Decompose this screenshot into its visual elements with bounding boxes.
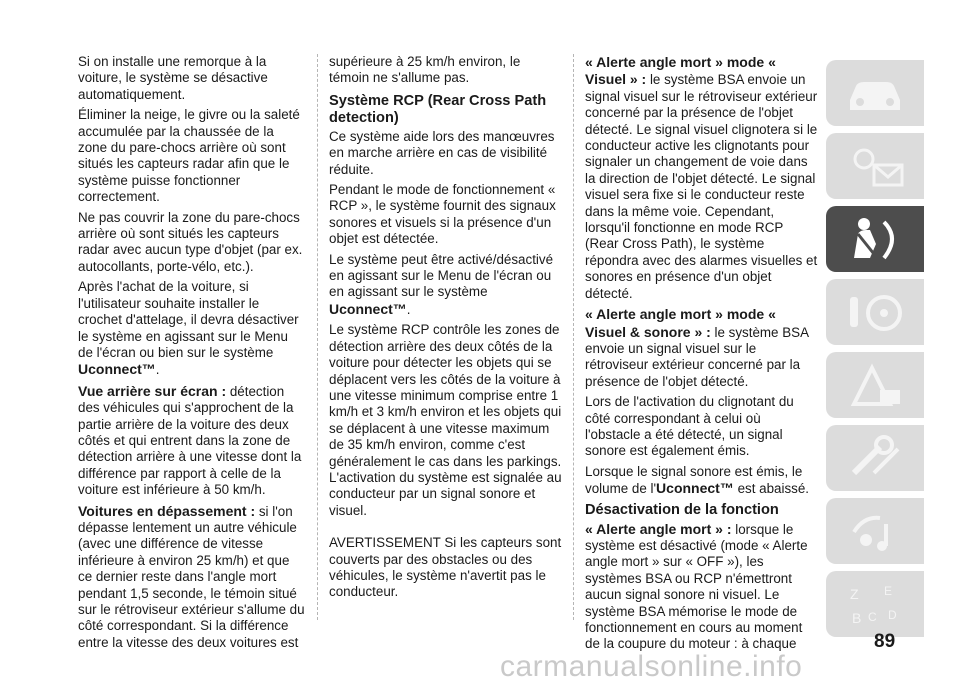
uconnect-brand: Uconnect™ <box>656 480 734 497</box>
text-column-2 <box>329 54 563 605</box>
term-visual-mode: « Alerte angle mort » mode « Visuel » : <box>585 54 776 88</box>
tab-safety[interactable] <box>826 206 924 272</box>
paragraph: Lors de l'activation du clignotant du côté correspondant à celui où l'obstacle a été détecté, un signal sonore est également émis. <box>585 394 794 459</box>
uconnect-brand: Uconnect™ <box>78 361 156 378</box>
seatbelt-airbag-icon <box>840 214 910 264</box>
paragraph <box>585 306 819 390</box>
punctuation: . <box>406 301 411 317</box>
svg-text:E: E <box>884 584 893 598</box>
term-visual-sound-mode: « Alerte angle mort » mode « Visuel & sonore » : <box>585 306 776 340</box>
svg-text:C: C <box>868 610 877 624</box>
paragraph <box>585 54 819 302</box>
tab-emergency[interactable] <box>826 352 924 418</box>
column-divider <box>317 54 318 620</box>
paragraph-text: lorsque le système est désactivé (mode « Alerte angle mort » sur « OFF »), les systèmes BSA ou RCP n'émettront aucun signal sonore ni visuel. Le système BSA mémorise le mode de fonctionnement en cours au moment de la coupure du moteur : à chaque <box>585 521 808 652</box>
tab-starting[interactable] <box>826 279 924 345</box>
paragraph <box>78 503 306 652</box>
service-tools-icon <box>840 433 910 483</box>
multimedia-icon <box>840 506 910 556</box>
paragraph-text: détection des véhicules qui s'approchent de la partie arrière de la voiture des deux côtés et qui entrent dans la zone de détection arrière à une vitesse dont la différence par rapport à celle de la voiture est inférieure à 50 km/h. <box>78 383 302 498</box>
paragraph <box>585 464 819 498</box>
tab-maintenance[interactable] <box>826 425 924 491</box>
watermark: carmanualsonline.info <box>500 650 803 683</box>
paragraph: Éliminer la neige, le givre ou la saleté accumulée par la chaussée de la zone du pare-chocs arrière où sont situés les capteurs radar afin que le système puisse fonctionner correctement. <box>78 107 300 205</box>
svg-text:D: D <box>888 608 897 622</box>
paragraph-text: Après l'achat de la voiture, si l'utilisateur souhaite installer le crochet d'attelage, il devra désactiver le système en agissant sur le Menu de l'écran ou bien sur le système <box>78 279 299 360</box>
tab-index[interactable] <box>826 571 924 637</box>
term-rear-view: Vue arrière sur écran : <box>78 382 227 399</box>
paragraph: supérieure à 25 km/h environ, le témoin ne s'allume pas. <box>329 54 521 86</box>
paragraph: Pendant le mode de fonctionnement « RCP », le système fournit des signaux sonores et visuels si la présence d'un objet est détectée. <box>329 182 556 247</box>
chapter-tabs <box>826 60 924 644</box>
paragraph: Ne pas couvrir la zone du pare-chocs arrière où sont situés les capteurs radar avec aucun type d'objet (par ex. autocollants, porte-vélo, etc.). <box>78 209 303 274</box>
paragraph <box>78 383 306 499</box>
alphabet-index-icon <box>840 579 910 629</box>
paragraph <box>329 252 563 319</box>
term-blind-spot: « Alerte angle mort » : <box>585 520 732 537</box>
paragraph-text: si l'on dépasse lentement un autre véhicule (avec une différence de vitesse inférieure à environ 25 km/h) et que ce dernier reste dans l'angle mort pendant 1,5 seconde, le témoin situé sur le rétroviseur extérieur s'allume du côté correspondant. Si la différence entre la vitesse des deux voitures est <box>78 503 305 650</box>
paragraph-text: Le système peut être activé/désactivé en agissant sur le Menu de l'écran ou en agissant sur le système <box>329 251 554 300</box>
uconnect-brand: Uconnect™ <box>329 300 407 317</box>
tab-multimedia[interactable] <box>826 498 924 564</box>
warning-text: AVERTISSEMENT Si les capteurs sont couverts par des obstacles ou des véhicules, le système n'avertit pas le conducteur. <box>329 535 562 600</box>
car-icon <box>840 68 910 118</box>
text-column-1 <box>78 54 306 655</box>
tab-lights[interactable] <box>826 133 924 199</box>
column-divider <box>573 54 574 620</box>
breakdown-warning-icon <box>840 360 910 410</box>
punctuation: . <box>155 362 160 378</box>
paragraph: Si on installe une remorque à la voiture, le système se désactive automatiquement. <box>78 54 268 102</box>
paragraph-text: le système BSA envoie un signal visuel sur le rétroviseur extérieur concerné par la présence de l'objet détecté. Le signal visuel clignotera si le conducteur active les clignotants pour signaler un changement de voie dans la direction de l'objet détecté. Le signal visuel sera fixe si le conducteur reste dans la même voie. Cependant, lorsqu'il fonctionne en mode RCP (Rear Cross Path), le système répondra avec des alarmes visuelles et sonores en présence d'un objet détecté. <box>585 72 818 301</box>
paragraph-text: le système BSA envoie un signal visuel sur le rétroviseur extérieur concerné par la présence de l'objet détecté. <box>585 324 809 389</box>
paragraph: Ce système aide lors des manœuvres en marche arrière en cas de visibilité réduite. <box>329 128 555 177</box>
term-overtaking: Voitures en dépassement : <box>78 502 256 519</box>
paragraph-text: Lorsque le signal sonore est émis, le volume de l' <box>585 463 803 497</box>
key-steering-wheel-icon <box>840 287 910 337</box>
paragraph <box>78 279 306 378</box>
svg-text:Z: Z <box>850 586 859 602</box>
lights-message-icon <box>840 141 910 191</box>
section-heading-deactivation: Désactivation de la fonction <box>585 501 779 518</box>
paragraph-text: est abaissé. <box>733 481 810 497</box>
page-number: 89 <box>874 631 896 652</box>
tab-car[interactable] <box>826 60 924 126</box>
svg-text:B: B <box>852 610 862 626</box>
section-heading-rcp: Système RCP (Rear Cross Path detection) <box>329 92 547 126</box>
paragraph: Le système RCP contrôle les zones de détection arrière des deux côtés de la voiture pour détecter les objets qui se déplacent vers les côtés de la voiture à une vitesse minimum comprise entre 1 km/h et 3 km/h environ et les objets qui se déplacent à une vitesse maximum de 35 km/h environ, comme c'est généralement le cas dans les parkings. L'activation du système est signalée au conducteur par un signal sonore et visuel. <box>329 322 562 518</box>
text-column-3 <box>585 54 819 657</box>
paragraph <box>585 521 819 653</box>
